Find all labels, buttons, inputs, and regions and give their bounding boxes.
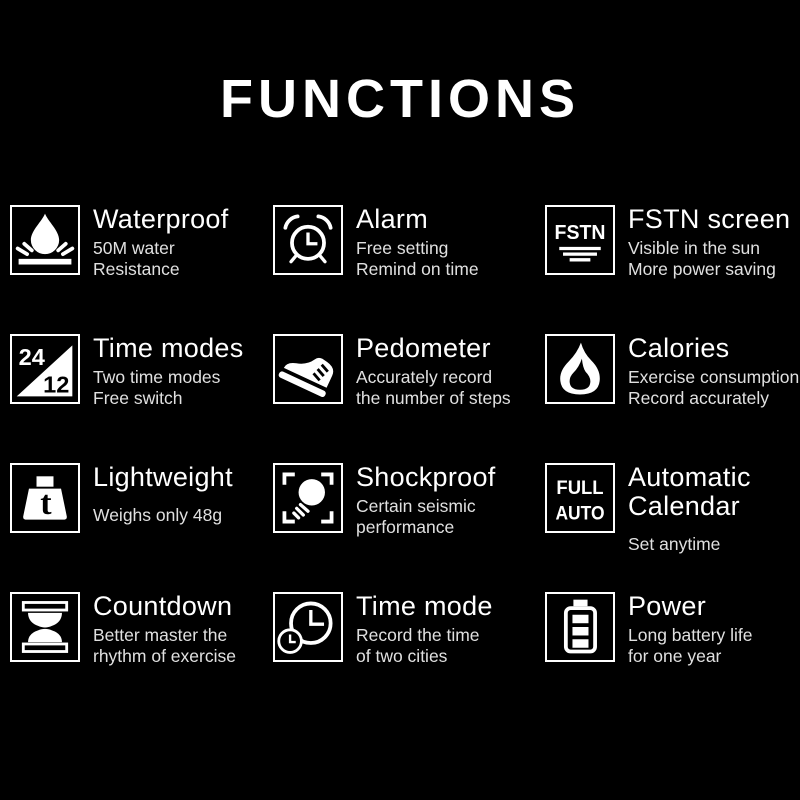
description-line: Set anytime [628, 534, 721, 554]
feature-alarm [273, 205, 545, 334]
feature-description [628, 625, 753, 667]
svg-text:FSTN: FSTN [554, 221, 606, 245]
feature-title [628, 205, 790, 234]
feature-title [93, 463, 233, 492]
svg-text:12: 12 [43, 371, 70, 398]
description-line: Visible in the sun [628, 238, 760, 258]
description-line: Two time modes [93, 367, 221, 387]
feature-description [356, 367, 511, 409]
feature-calories [545, 334, 800, 463]
feature-text [93, 463, 233, 526]
description-line: Remind on time [356, 259, 479, 279]
24-12-switch-icon [10, 334, 80, 404]
svg-text:24: 24 [18, 344, 45, 371]
description-line: Better master the [93, 625, 228, 645]
feature-description [628, 534, 751, 555]
feature-title [356, 205, 479, 234]
feature-text [356, 334, 511, 409]
feature-text [93, 205, 229, 280]
title-line: FSTN screen [628, 204, 791, 234]
battery-icon [545, 592, 615, 662]
title-line: Lightweight [93, 462, 233, 492]
svg-text:t: t [40, 485, 52, 523]
description-line: for one year [628, 646, 722, 666]
feature-power [545, 592, 800, 721]
hourglass-icon [10, 592, 80, 662]
feature-title [93, 334, 244, 363]
title-line: Shockproof [356, 462, 496, 492]
feature-pedometer [273, 334, 545, 463]
feature-time-mode [273, 592, 545, 721]
flame-icon [545, 334, 615, 404]
feature-description [628, 238, 790, 280]
title-line: Calendar [628, 491, 740, 521]
feature-title [628, 592, 753, 621]
title-line: Waterproof [93, 204, 229, 234]
features-grid [10, 205, 800, 721]
description-line: Free setting [356, 238, 449, 258]
description-line: Free switch [93, 388, 183, 408]
feature-text [356, 205, 479, 280]
description-line: Accurately record [356, 367, 493, 387]
description-line: performance [356, 517, 455, 537]
feature-lightweight [10, 463, 273, 592]
title-line: Calories [628, 333, 730, 363]
description-line: Long battery life [628, 625, 753, 645]
description-line: Record the time [356, 625, 480, 645]
feature-waterproof [10, 205, 273, 334]
feature-text [93, 592, 236, 667]
description-line: Record accurately [628, 388, 770, 408]
description-line: Certain seismic [356, 496, 476, 516]
feature-text [628, 463, 751, 555]
feature-description [93, 505, 233, 526]
feature-text [628, 592, 753, 667]
feature-text [356, 463, 496, 538]
dual-clock-icon [273, 592, 343, 662]
description-line: Weighs only 48g [93, 505, 223, 525]
description-line: Exercise consumption [628, 367, 800, 387]
svg-text:FULL: FULL [556, 477, 604, 500]
feature-time-modes [10, 334, 273, 463]
feature-title [356, 334, 511, 363]
feature-title [356, 463, 496, 492]
weight-icon [10, 463, 80, 533]
water-drop-icon [10, 205, 80, 275]
feature-title [356, 592, 493, 621]
feature-text [628, 334, 799, 409]
full-auto-icon [545, 463, 615, 533]
fstn-screen-icon [545, 205, 615, 275]
description-line: More power saving [628, 259, 776, 279]
description-line: Resistance [93, 259, 180, 279]
feature-description [93, 367, 244, 409]
feature-fstn-screen [545, 205, 800, 334]
feature-description [93, 238, 229, 280]
feature-description [356, 238, 479, 280]
description-line: rhythm of exercise [93, 646, 236, 666]
feature-description [356, 625, 493, 667]
feature-shockproof [273, 463, 545, 592]
title-line: Time modes [93, 333, 244, 363]
title-line: Automatic [628, 462, 751, 492]
feature-title [93, 205, 229, 234]
feature-text [356, 592, 493, 667]
feature-title [628, 463, 751, 521]
feature-text [93, 334, 244, 409]
feature-text [628, 205, 790, 280]
page-title: FUNCTIONS [220, 69, 580, 129]
feature-title [628, 334, 799, 363]
alarm-clock-icon [273, 205, 343, 275]
feature-title [93, 592, 236, 621]
title-line: Power [628, 591, 707, 621]
feature-description [356, 496, 496, 538]
feature-description [93, 625, 236, 667]
title-line: Pedometer [356, 333, 491, 363]
bulb-shock-icon [273, 463, 343, 533]
title-line: Countdown [93, 591, 233, 621]
feature-countdown [10, 592, 273, 721]
title-line: Time mode [356, 591, 493, 621]
description-line: the number of steps [356, 388, 511, 408]
description-line: of two cities [356, 646, 448, 666]
title-line: Alarm [356, 204, 429, 234]
description-line: 50M water [93, 238, 175, 258]
svg-text:AUTO: AUTO [555, 502, 605, 525]
feature-automatic-calendar [545, 463, 800, 592]
feature-description [628, 367, 799, 409]
sneaker-icon [273, 334, 343, 404]
